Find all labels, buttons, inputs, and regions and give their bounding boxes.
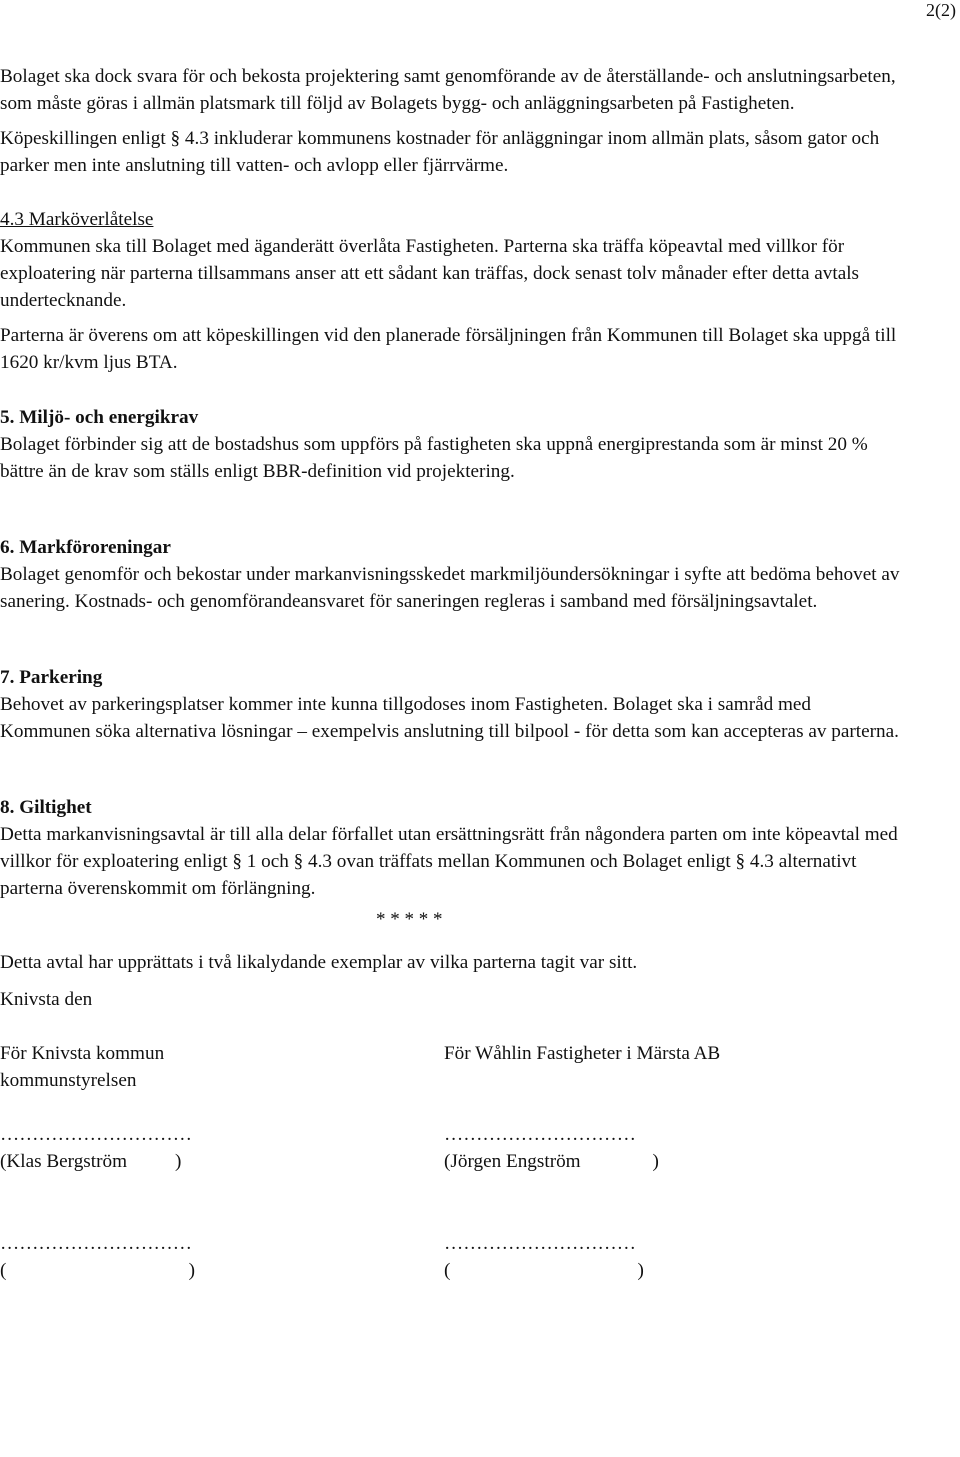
signature-line-row-1: [0, 1121, 900, 1175]
right-signature-line-1: …………………………: [444, 1124, 636, 1145]
right-signatory-1: (Jörgen Engström ): [444, 1151, 659, 1172]
left-signatory-1: (Klas Bergström ): [0, 1151, 182, 1172]
section-8-heading: 8. Giltighet: [0, 797, 92, 818]
section-4-3-paragraph-2: Parterna är överens om att köpeskillingen vid den planerade försäljningen från Kommunen till Bolaget ska uppgå till 1620 kr/kvm ljus BTA.: [0, 325, 897, 373]
left-signature-line-2: …………………………: [0, 1233, 192, 1254]
separator-stars: * * * * *: [376, 909, 443, 930]
section-6-paragraph: Bolaget genomför och bekostar under markanvisningsskedet markmiljöundersökningar i syfte att bedöma behovet av sanering. Kostnads- och genomförandeansvaret för saneringen regleras i samband med försäljningsavtalet.: [0, 564, 900, 612]
section-5-paragraph: Bolaget förbinder sig att de bostadshus som uppförs på fastigheten ska uppnå energiprestanda som är minst 20 % bättre än de krav som ställs enligt BBR-definition vid projektering.: [0, 434, 868, 482]
page-number: 2(2): [926, 0, 956, 20]
left-party-name: För Knivsta kommun: [0, 1043, 165, 1064]
section-6-heading: 6. Markföroreningar: [0, 537, 171, 558]
signature-right-block: [444, 1040, 900, 1094]
section-5-heading: 5. Miljö- och energikrav: [0, 407, 199, 428]
section-4-3-paragraph-1: Kommunen ska till Bolaget med äganderätt överlåta Fastigheten. Parterna ska träffa köpeavtal med villkor för exploatering när parterna tillsammans anser att ett sådant kan träffas, dock senast tolv månader efter detta avtals undertecknande.: [0, 236, 860, 311]
signature-left-block: [0, 1040, 444, 1094]
section-7-paragraph: Behovet av parkeringsplatser kommer inte kunna tillgodoses inom Fastigheten. Bolaget ska i samråd med Kommunen söka alternativa lösningar – exempelvis anslutning till bilpool - för detta som kan accepteras av parterna.: [0, 694, 899, 742]
left-signature-line-1: …………………………: [0, 1124, 192, 1145]
right-signature-line-2: …………………………: [444, 1233, 636, 1254]
left-party-sub: kommunstyrelsen: [0, 1070, 137, 1091]
document-body: [0, 63, 900, 1284]
section-8-paragraph: Detta markanvisningsavtal är till alla delar förfallet utan ersättningsrätt från någondera parten om inte köpeavtal med villkor för exploatering enligt § 1 och § 4.3 ovan träffats mellan Kommunen och Bolaget enligt § 4.3 alternativt parterna överenskommit om förlängning.: [0, 824, 898, 899]
section-7-heading: 7. Parkering: [0, 667, 103, 688]
place-date-line: Knivsta den: [0, 989, 93, 1010]
closing-paragraph: Detta avtal har upprättats i två likalydande exemplar av vilka parterna tagit var sitt.: [0, 952, 638, 973]
intro-paragraph-2: Köpeskillingen enligt § 4.3 inkluderar kommunens kostnader för anläggningar inom allmän plats, såsom gator och parker men inte anslutning till vatten- och avlopp eller fjärrvärme.: [0, 128, 880, 176]
intro-paragraph-1: Bolaget ska dock svara för och bekosta projektering samt genomförande av de återställande- och anslutningsarbeten, som måste göras i allmän platsmark till följd av Bolagets bygg- och anläggningsarbeten på Fastigheten.: [0, 66, 896, 114]
signature-party-row: [0, 1040, 900, 1094]
right-party-name: För Wåhlin Fastigheter i Märsta AB: [444, 1043, 721, 1064]
right-signatory-2: ( ): [444, 1260, 644, 1281]
signature-line-row-2: [0, 1230, 900, 1284]
section-4-3-heading: 4.3 Marköverlåtelse: [0, 209, 154, 230]
left-signatory-2: ( ): [0, 1260, 196, 1281]
